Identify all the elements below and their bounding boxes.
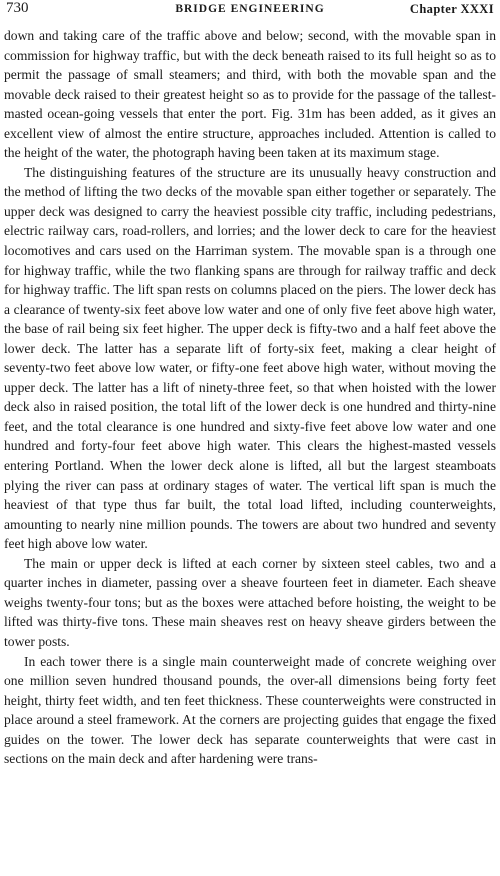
- body-text: [4, 26, 496, 769]
- page-number: 730: [6, 0, 29, 16]
- running-head: BRIDGE ENGINEERING: [175, 3, 325, 15]
- paragraph-continued: down and taking care of the traffic above and below; second, with the movable span in commission for highway traffic, but with the deck beneath raised to its full height so as to permit the passage of small steamers; and third, with both the movable span and the movable deck raised to their greatest height so as to provide for the passage of the tallest-masted ocean-going vessels that enter the port. Fig. 31m has been added, as it gives an excellent view of almost the entire structure, approaches included. Attention is called to the height of the water, the photograph having been taken at its maximum stage.: [4, 28, 496, 161]
- paragraph-features: The distinguishing features of the structure are its unusually heavy construction and the method of lifting the two decks of the movable span either together or separately. The upper deck was designed to carry the heaviest possible city traffic, including pedestrians, electric railway cars, road-rollers, and lorries; and the lower deck to care for the heaviest locomotives and cars used on the Harriman system. The movable span is a through one for highway traffic, while the two flanking spans are through for railway traffic and deck for highway traffic. The lift span rests on columns placed on the piers. The lower deck has a clearance of twenty-six feet above low water and one of only five feet above high water, the base of rail being six feet higher. The upper deck is fifty-two and a half feet above the lower deck. The latter has a separate lift of forty-six feet, making a clear height of seventy-two feet above low water, or fifty-one feet above high water, without moving the upper deck. The latter has a lift of ninety-three feet, so that when hoisted with the lower deck also in raised position, the total lift of the lower deck is one hundred and thirty-nine feet, and the total clearance is one hundred and sixty-five feet above low water and one hundred and forty-four feet above high water. This clears the highest-masted vessels entering Portland. When the lower deck alone is lifted, all but the largest steamboats plying the river can pass at ordinary stages of water. The vertical lift span is much the heaviest of that type thus far built, the total load lifted, including counterweights, amounting to nearly nine million pounds. The towers are about two hundred and seventy feet high above low water.: [4, 164, 496, 552]
- paragraph-upper-deck-lift: The main or upper deck is lifted at each corner by sixteen steel cables, two and a quarter inches in diameter, passing over a sheave fourteen feet in diameter. Each sheave weighs twenty-four tons; but as the boxes were attached before hoisting, the weight to be lifted was thirty-five tons. These main sheaves rest on heavy sheave girders between the tower posts.: [4, 555, 496, 649]
- paragraph-counterweights: In each tower there is a single main counterweight made of concrete weighing over one million seven hundred thousand pounds, the over-all dimensions being forty feet height, thirty feet width, and ten feet thickness. These counterweights were constructed in place around a steel framework. At the corners are projecting guides that engage the fixed guides on the tower. The lower deck has separate counterweights that were cast in sections on the main deck and after hardening were trans-: [4, 653, 496, 767]
- chapter-label: Chapter XXXI: [409, 2, 494, 16]
- page-header: [4, 0, 496, 26]
